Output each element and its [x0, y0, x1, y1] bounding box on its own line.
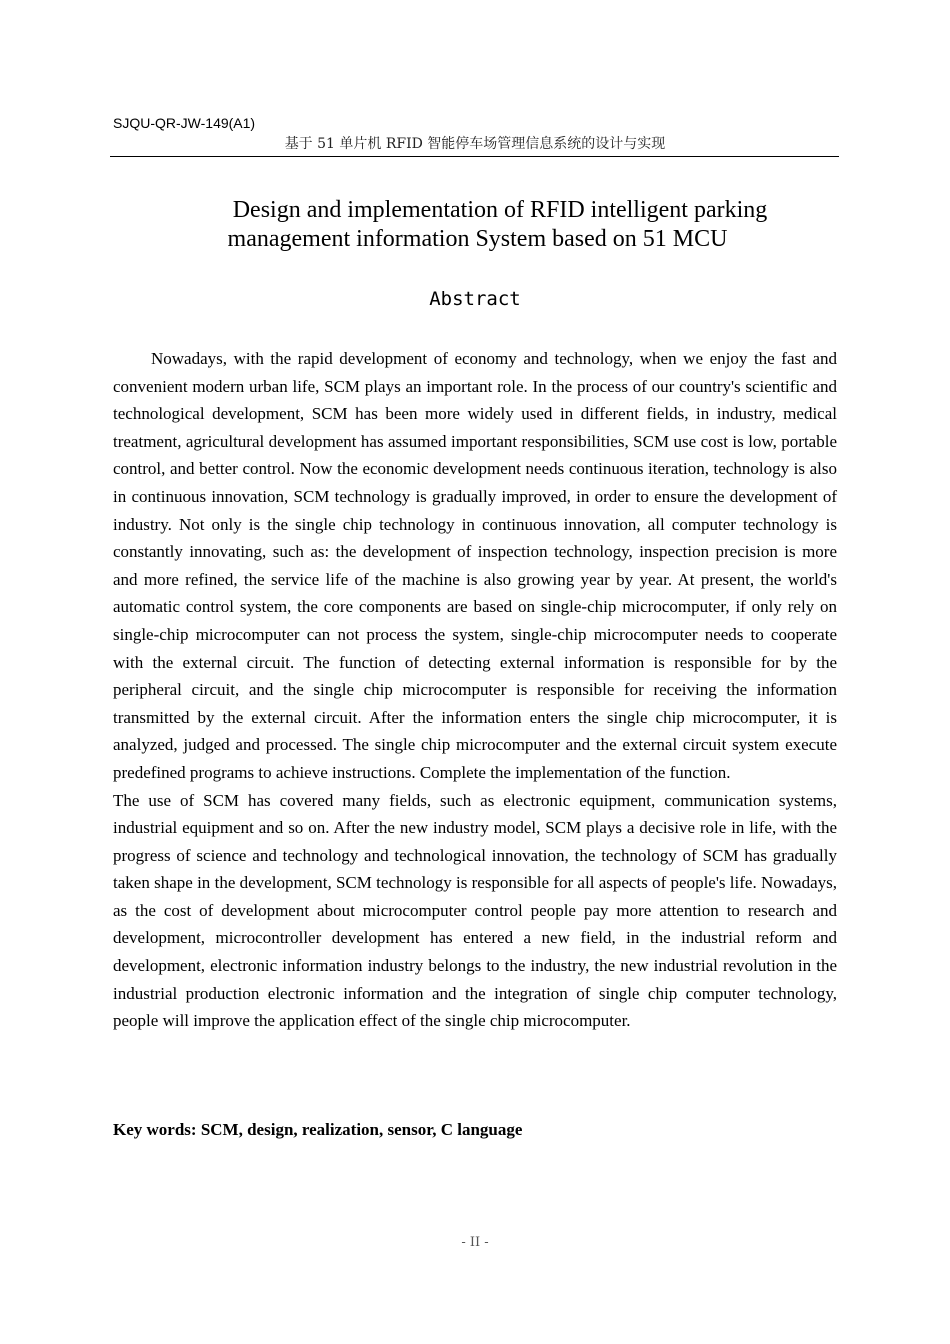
running-header-title: 基于 51 单片机 RFID 智能停车场管理信息系统的设计与实现: [284, 136, 666, 152]
keywords: Key words: SCM, design, realization, sensor, C language: [113, 1120, 523, 1139]
title-line-1: Design and implementation of RFID intelligent parking: [232, 197, 768, 223]
abstract-paragraph: Nowadays, with the rapid development of economy and technology, when we enjoy the fast and convenient modern urban life, SCM plays an important role. In the process of our country's scientific and technological development, SCM has been more widely used in different fields, in industry, medical treatment, agricultural development has assumed important responsibilities, SCM use cost is low, portable control, and better control. Now the economic development needs continuous iteration, technology is also in continuous innovation, SCM technology is gradually improved, in order to ensure the development of industry. Not only is the single chip technology in continuous innovation, all computer technology is constantly innovating, such as: the development of inspection technology, inspection precision is more and more refined, the service life of the machine is also growing year by year. At present, the world's automatic control system, the core components are based on single-chip microcomputer, if only rely on single-chip microcomputer can not process the system, single-chip microcomputer needs to cooperate with the external circuit. The function of detecting external information is responsible for by the peripheral circuit, and the single chip microcomputer is responsible for receiving the information transmitted by the external circuit. After the information enters the single chip microcomputer, it is analyzed, judged and processed. The single chip microcomputer and the external circuit system execute predefined programs to achieve instructions. Complete the implementation of the function.: [113, 349, 837, 782]
abstract-paragraph: The use of SCM has covered many fields, such as electronic equipment, communication systems, industrial equipment and so on. After the new industry model, SCM plays a decisive role in life, with the progress of science and technology and technological innovation, the technology of SCM has gradually taken shape in the development, SCM technology is responsible for all aspects of people's life. Nowadays, as the cost of development about microcomputer control people pay more attention to research and development, microcontroller development has entered a new field, in the industrial reform and development, electronic information industry belongs to the industry, the new industrial revolution in the industrial production electronic information and the integration of single chip computer technology, people will improve the application effect of the single chip microcomputer.: [113, 790, 837, 1031]
header-rule: [110, 156, 839, 157]
document-code: SJQU-QR-JW-149(A1): [113, 115, 256, 131]
abstract-heading: Abstract: [429, 288, 521, 310]
abstract-body: [113, 345, 837, 1035]
page-number: - II -: [461, 1235, 489, 1250]
paper-title: [100, 196, 900, 254]
title-line-2: management information System based on 51 MCU: [227, 226, 728, 252]
